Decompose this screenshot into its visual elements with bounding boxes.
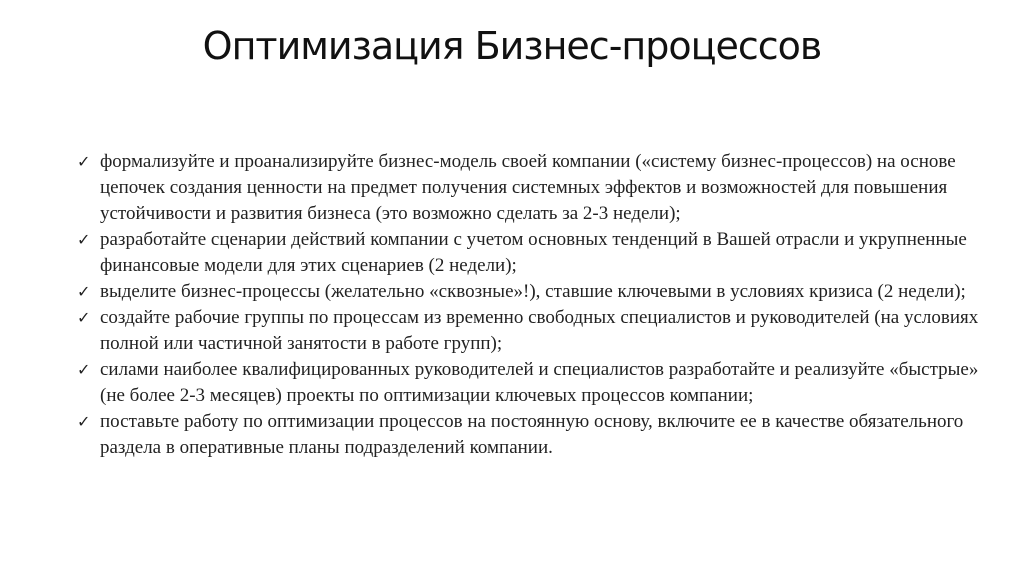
bullet-item-3 (76, 279, 991, 305)
bullet-item-4 (76, 305, 991, 357)
checkmark-icon: ✓ (77, 230, 91, 249)
bullet-item-2 (76, 227, 991, 279)
bullet-list (76, 149, 991, 461)
bullet-text: формализуйте и проанализируйте бизнес-модель своей компании («систему бизнес-процессов) на основе цепочек создания ценности на предмет получения системных эффектов и возможностей для повышения устойчивости и развития бизнеса (это возможно сделать за 2-3 недели); (100, 151, 956, 224)
bullet-item-1 (76, 149, 991, 227)
slide-title: Оптимизация Бизнес-процессов (202, 24, 822, 68)
bullet-text: поставьте работу по оптимизации процессов на постоянную основу, включите ее в качестве обязательного раздела в оперативные планы подразделений компании. (100, 411, 964, 458)
bullet-text: создайте рабочие группы по процессам из временно свободных специалистов и руководителей (на условиях полной или частичной занятости в работе групп); (100, 307, 979, 354)
checkmark-icon: ✓ (77, 308, 91, 327)
bullet-item-5 (76, 357, 991, 409)
checkmark-icon: ✓ (77, 412, 91, 431)
bullet-item-6 (76, 409, 991, 461)
checkmark-icon: ✓ (77, 360, 91, 379)
bullet-text: разработайте сценарии действий компании с учетом основных тенденций в Вашей отрасли и укрупненные финансовые модели для этих сценариев (2 недели); (100, 229, 967, 276)
checkmark-icon: ✓ (77, 282, 91, 301)
bullet-text: силами наиболее квалифицированных руководителей и специалистов разработайте и реализуйте «быстрые» (не более 2-3 месяцев) проекты по оптимизации ключевых процессов компании; (100, 359, 979, 406)
checkmark-icon: ✓ (77, 152, 91, 171)
bullet-text: выделите бизнес-процессы (желательно «сквозные»!), ставшие ключевыми в условиях кризиса (2 недели); (100, 281, 966, 302)
